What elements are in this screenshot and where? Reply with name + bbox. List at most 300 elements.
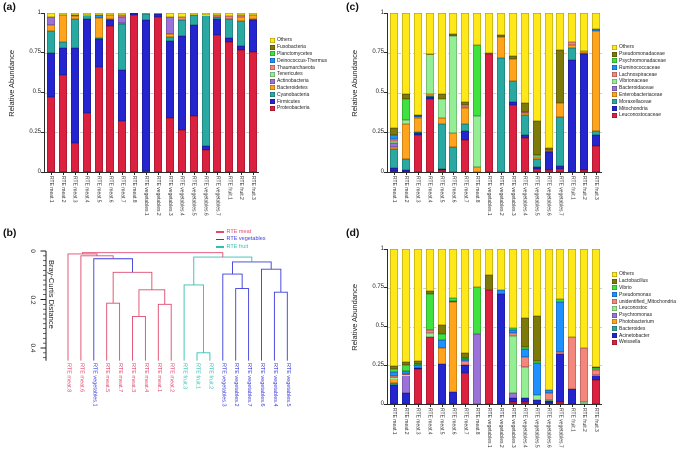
x-tick-mark bbox=[477, 172, 478, 175]
x-tick-label: RTE meat.1 bbox=[47, 176, 54, 203]
bar-segment bbox=[485, 54, 493, 172]
y-tick-mark bbox=[384, 52, 387, 53]
x-tick-mark bbox=[217, 172, 218, 175]
legend-label: Fusobacteria bbox=[277, 44, 306, 51]
bar-segment bbox=[225, 42, 233, 172]
legend-label: Proteobacteria bbox=[277, 105, 310, 112]
bar-segment bbox=[402, 365, 410, 370]
bar bbox=[592, 249, 600, 404]
legend-label: Pseudomonadaceae bbox=[619, 51, 665, 58]
legend-swatch bbox=[612, 319, 617, 324]
bar-segment bbox=[402, 94, 410, 99]
legend-item bbox=[612, 305, 676, 312]
legend-swatch bbox=[270, 65, 275, 70]
bar-segment bbox=[414, 249, 422, 361]
legend-item bbox=[270, 57, 327, 64]
y-tick-label: 1 bbox=[380, 9, 384, 16]
legend-item bbox=[612, 105, 666, 112]
bar-segment bbox=[509, 102, 517, 105]
x-tick-label: RTE vegetables.4 bbox=[521, 408, 528, 448]
legend-swatch bbox=[612, 113, 617, 118]
legend-swatch bbox=[270, 72, 275, 77]
x-tick-label: RTE vegetables.2 bbox=[154, 176, 161, 216]
bar-segment bbox=[592, 368, 600, 370]
bar-segment bbox=[545, 401, 553, 403]
bar-segment bbox=[580, 13, 588, 51]
bar-segment bbox=[533, 361, 541, 363]
x-tick-label: RTE vegetables.7 bbox=[214, 176, 221, 216]
x-tick-label: RTE meat.2 bbox=[402, 408, 409, 435]
x-tick-mark bbox=[465, 404, 466, 407]
bar-segment bbox=[497, 294, 505, 404]
legend-label: Bacteroidaceae bbox=[619, 85, 654, 92]
bar-segment bbox=[509, 56, 517, 59]
panel-d-plot bbox=[372, 245, 602, 448]
x-tick-mark bbox=[442, 172, 443, 175]
x-tick-label: RTE meat.3 bbox=[414, 408, 421, 435]
legend-item bbox=[270, 85, 327, 92]
bar bbox=[509, 249, 517, 404]
bar-segment bbox=[414, 365, 422, 367]
x-tick-mark bbox=[253, 172, 254, 175]
x-tick-label: RTE meat.1 bbox=[390, 176, 397, 203]
x-tick-label: RTE vegetables.5 bbox=[533, 176, 540, 216]
bar-segment bbox=[390, 385, 398, 404]
bar-segment bbox=[59, 42, 67, 48]
legend-label: Tenericutes bbox=[277, 71, 303, 78]
bar-segment bbox=[592, 29, 600, 31]
bar-segment bbox=[545, 148, 553, 150]
legend-item bbox=[612, 98, 666, 105]
bar-segment bbox=[390, 135, 398, 140]
bar-segment bbox=[202, 15, 210, 145]
bar-segment bbox=[545, 151, 553, 152]
y-tick-label: 0 bbox=[37, 168, 41, 175]
bar-segment bbox=[47, 25, 55, 31]
bar-segment bbox=[237, 46, 245, 49]
bar-segment bbox=[95, 18, 103, 38]
bar bbox=[461, 249, 469, 404]
legend-swatch bbox=[270, 51, 275, 56]
legend-swatch bbox=[270, 45, 275, 50]
bar-segment bbox=[545, 393, 553, 400]
bar bbox=[485, 13, 493, 172]
bar-segment bbox=[118, 17, 126, 23]
bar-segment bbox=[190, 25, 198, 116]
bar-segment bbox=[402, 374, 410, 375]
bar-segment bbox=[473, 334, 481, 404]
x-tick-label: RTE fruit.2 bbox=[581, 408, 588, 432]
bar-segment bbox=[438, 13, 446, 94]
bar bbox=[545, 249, 553, 404]
bar-segment bbox=[461, 108, 469, 123]
bar-segment bbox=[390, 376, 398, 378]
x-tick-mark bbox=[501, 404, 502, 407]
bar-segment bbox=[390, 143, 398, 146]
bar-segment bbox=[414, 364, 422, 366]
bar-segment bbox=[154, 13, 162, 14]
legend-item bbox=[612, 58, 666, 65]
legend-label: Lactobacillus bbox=[619, 278, 648, 285]
dendrogram-leaf-label: RTE meat.1 bbox=[155, 363, 162, 393]
x-tick-label: RTE meat.3 bbox=[71, 176, 78, 203]
x-tick-mark bbox=[229, 172, 230, 175]
bar-segment bbox=[473, 249, 481, 287]
x-tick-mark bbox=[134, 172, 135, 175]
legend-item bbox=[270, 105, 327, 112]
bar-segment bbox=[438, 325, 446, 334]
bar-segment bbox=[390, 128, 398, 134]
bar-segment bbox=[461, 373, 469, 404]
panel-d-legend bbox=[612, 271, 676, 346]
y-tick-mark bbox=[41, 92, 44, 93]
bar-segment bbox=[225, 16, 233, 18]
bar-segment bbox=[592, 375, 600, 380]
x-tick-mark bbox=[453, 172, 454, 175]
bar-segment bbox=[545, 152, 553, 169]
x-tick-label: RTE fruit.2 bbox=[581, 176, 588, 200]
x-tick-label: RTE meat.8 bbox=[474, 408, 481, 435]
bar bbox=[83, 13, 91, 172]
x-tick-label: RTE meat.2 bbox=[59, 176, 66, 203]
bar-segment bbox=[414, 13, 422, 115]
x-tick-mark bbox=[513, 404, 514, 407]
dendrogram-link bbox=[262, 269, 281, 360]
bar-segment bbox=[426, 291, 434, 294]
x-tick-mark bbox=[537, 172, 538, 175]
bar bbox=[118, 13, 126, 172]
bar-segment bbox=[426, 94, 434, 96]
dendrogram-link bbox=[232, 262, 271, 274]
bar bbox=[568, 13, 576, 172]
panel-a-y-axis-title: Relative Abundance bbox=[7, 50, 16, 117]
x-tick-label: RTE meat.1 bbox=[390, 408, 397, 435]
panel-c-legend bbox=[612, 44, 666, 119]
bar-segment bbox=[426, 337, 434, 404]
dendrogram-leaf-label: RTE meat.5 bbox=[104, 363, 111, 393]
y-tick-label: 0.75 bbox=[29, 49, 41, 56]
legend-label: Bacteroidetes bbox=[277, 84, 308, 91]
legend-label: Psychromonadaceae bbox=[619, 57, 666, 64]
dendrogram-link bbox=[158, 304, 171, 360]
x-tick-label: RTE vegetables.6 bbox=[545, 176, 552, 216]
dendrogram-link bbox=[107, 303, 120, 360]
legend-label: RTE vegetables bbox=[226, 236, 266, 243]
y-tick-label: 1 bbox=[37, 9, 41, 16]
bar-segment bbox=[485, 249, 493, 275]
bar-segment bbox=[178, 17, 186, 20]
x-tick-mark bbox=[560, 172, 561, 175]
bar-segment bbox=[461, 140, 469, 172]
bar-segment bbox=[402, 375, 410, 376]
legend-swatch bbox=[270, 38, 275, 43]
bar bbox=[426, 13, 434, 172]
bar-segment bbox=[449, 133, 457, 147]
bar-segment bbox=[426, 97, 434, 99]
legend-swatch bbox=[612, 313, 617, 318]
legend-swatch bbox=[612, 299, 617, 304]
legend-item bbox=[612, 298, 676, 305]
bar bbox=[568, 249, 576, 404]
y-tick-mark bbox=[384, 287, 387, 288]
x-tick-mark bbox=[596, 404, 597, 407]
legend-item bbox=[270, 91, 327, 98]
x-tick-label: RTE vegetables.4 bbox=[521, 176, 528, 216]
y-tick-label: 0.4 bbox=[29, 343, 36, 353]
legend-swatch bbox=[612, 72, 617, 77]
legend-label: Mitochondria bbox=[619, 105, 648, 112]
bar-segment bbox=[592, 13, 600, 29]
x-tick-label: RTE meat.4 bbox=[83, 176, 90, 203]
bar-segment bbox=[438, 364, 446, 404]
dendrogram-link bbox=[113, 272, 152, 303]
legend-item bbox=[612, 85, 666, 92]
bar-segment bbox=[556, 249, 564, 299]
bar-segment bbox=[118, 15, 126, 17]
bar-segment bbox=[426, 54, 434, 55]
legend-swatch bbox=[612, 86, 617, 91]
y-tick-mark bbox=[41, 172, 44, 173]
x-tick-mark bbox=[453, 404, 454, 407]
bar-segment bbox=[473, 45, 481, 117]
bar-segment bbox=[521, 135, 529, 137]
bar-segment bbox=[118, 13, 126, 15]
bar-segment bbox=[438, 249, 446, 325]
bar-segment bbox=[509, 59, 517, 80]
bar bbox=[449, 13, 457, 172]
x-tick-mark bbox=[194, 172, 195, 175]
bar-segment bbox=[533, 155, 541, 157]
bar bbox=[556, 249, 564, 404]
legend-item bbox=[612, 51, 666, 58]
bar-segment bbox=[449, 392, 457, 404]
bar-segment bbox=[592, 131, 600, 135]
bar-segment bbox=[521, 249, 529, 318]
y-tick-mark bbox=[384, 172, 387, 173]
bar-segment bbox=[568, 45, 576, 48]
dendrogram-link bbox=[133, 316, 146, 360]
legend-label: Actinobacteria bbox=[277, 78, 309, 85]
legend-label: Others bbox=[619, 44, 635, 51]
legend-item bbox=[216, 228, 266, 236]
x-tick-label: RTE meat.4 bbox=[426, 176, 433, 203]
x-tick-label: RTE vegetables.4 bbox=[178, 176, 185, 216]
legend-item bbox=[612, 319, 676, 326]
legend-item bbox=[270, 71, 327, 78]
bar-segment bbox=[106, 26, 114, 172]
bar-segment bbox=[71, 48, 79, 143]
bar-segment bbox=[497, 13, 505, 35]
bar-segment bbox=[71, 16, 79, 18]
x-tick-mark bbox=[525, 172, 526, 175]
bar-segment bbox=[95, 13, 103, 15]
bar-segment bbox=[592, 249, 600, 367]
bar-segment bbox=[142, 14, 150, 20]
bar-segment bbox=[438, 124, 446, 169]
bar-segment bbox=[426, 330, 434, 334]
bar-segment bbox=[485, 290, 493, 404]
bar-segment bbox=[59, 75, 67, 172]
x-tick-mark bbox=[406, 172, 407, 175]
bar-segment bbox=[521, 318, 529, 347]
bar-segment bbox=[509, 249, 517, 328]
bar bbox=[449, 249, 457, 404]
x-tick-label: RTE fruit.1 bbox=[569, 176, 576, 200]
bar bbox=[533, 13, 541, 172]
bar-segment bbox=[237, 13, 245, 15]
y-tick-label: 0 bbox=[380, 168, 384, 175]
bar-segment bbox=[568, 60, 576, 172]
x-tick-mark bbox=[122, 172, 123, 175]
dendrogram-leaf-label: RTE vegetables.6 bbox=[259, 363, 265, 407]
x-tick-label: RTE vegetables.1 bbox=[486, 408, 493, 448]
dendrogram-link bbox=[236, 289, 249, 361]
bar-segment bbox=[521, 103, 529, 112]
bar-segment bbox=[533, 316, 541, 361]
bar-segment bbox=[402, 99, 410, 120]
bar-segment bbox=[414, 361, 422, 363]
bar-segment bbox=[390, 141, 398, 143]
bar-segment bbox=[190, 13, 198, 15]
bar-segment bbox=[533, 121, 541, 154]
bar-segment bbox=[106, 19, 114, 20]
bar bbox=[402, 249, 410, 404]
bar-segment bbox=[83, 15, 91, 18]
bar-segment bbox=[59, 48, 67, 75]
bar-segment bbox=[414, 368, 422, 370]
bar bbox=[190, 13, 198, 172]
legend-swatch bbox=[270, 79, 275, 84]
legend-item bbox=[270, 37, 327, 44]
legend-swatch bbox=[270, 106, 275, 111]
bar-segment bbox=[166, 17, 174, 34]
legend-swatch bbox=[612, 333, 617, 338]
legend-label: Cyanobacteria bbox=[277, 91, 310, 98]
bar-segment bbox=[142, 20, 150, 171]
dendrogram-leaf-label: RTE fruit.1 bbox=[194, 363, 201, 390]
bar-segment bbox=[118, 24, 126, 70]
bar bbox=[521, 13, 529, 172]
bar-segment bbox=[521, 349, 529, 357]
x-tick-mark bbox=[394, 172, 395, 175]
x-tick-label: RTE vegetables.7 bbox=[557, 408, 564, 448]
legend-label: RTE meat bbox=[226, 228, 252, 235]
panel-c-y-axis-title: Relative Abundance bbox=[350, 50, 359, 117]
bar-segment bbox=[533, 249, 541, 316]
bar-segment bbox=[426, 99, 434, 172]
bar-segment bbox=[426, 249, 434, 291]
bar-segment bbox=[580, 249, 588, 348]
dendrogram-link bbox=[139, 290, 165, 317]
panel-c-plot bbox=[372, 9, 602, 216]
x-tick-mark bbox=[99, 172, 100, 175]
bar-segment bbox=[390, 383, 398, 385]
bar-segment bbox=[568, 42, 576, 44]
legend-label: Leuconostoc bbox=[619, 305, 648, 312]
bar-segment bbox=[461, 358, 469, 359]
x-tick-mark bbox=[513, 172, 514, 175]
bar-segment bbox=[509, 398, 517, 403]
x-tick-label: RTE meat.8 bbox=[131, 176, 138, 203]
x-tick-mark bbox=[241, 172, 242, 175]
bar-segment bbox=[213, 15, 221, 17]
y-tick-label: 0.75 bbox=[372, 284, 384, 291]
x-tick-label: RTE meat.8 bbox=[474, 176, 481, 203]
bar-segment bbox=[461, 131, 469, 140]
bar bbox=[545, 13, 553, 172]
bar-segment bbox=[509, 336, 517, 393]
bar-segment bbox=[509, 105, 517, 172]
x-tick-mark bbox=[525, 404, 526, 407]
bar-segment bbox=[438, 334, 446, 340]
bar-segment bbox=[556, 103, 564, 117]
bar bbox=[580, 13, 588, 172]
x-tick-label: RTE meat.6 bbox=[450, 176, 457, 203]
x-tick-mark bbox=[537, 404, 538, 407]
bar-segment bbox=[509, 393, 517, 398]
bar-segment bbox=[166, 13, 174, 17]
x-tick-label: RTE meat.6 bbox=[107, 176, 114, 203]
bar-segment bbox=[390, 249, 398, 366]
bar-segment bbox=[154, 17, 162, 172]
legend-label: Vibrionaceae bbox=[619, 78, 649, 85]
x-tick-label: RTE vegetables.7 bbox=[557, 176, 564, 216]
panel-c-label: (c) bbox=[346, 1, 359, 13]
x-tick-label: RTE vegetables.1 bbox=[143, 176, 150, 216]
bar bbox=[166, 13, 174, 172]
bar-segment bbox=[545, 400, 553, 401]
bar-segment bbox=[202, 15, 210, 16]
bar bbox=[213, 13, 221, 172]
x-tick-label: RTE fruit.1 bbox=[226, 176, 233, 200]
dendrogram-leaf-label: RTE vegetables.7 bbox=[246, 363, 253, 407]
legend-label: Others bbox=[619, 271, 635, 278]
bar-segment bbox=[414, 369, 422, 404]
dendrogram-link bbox=[197, 353, 210, 361]
legend-item bbox=[612, 44, 666, 51]
bar-segment bbox=[509, 81, 517, 102]
legend-label: Others bbox=[277, 37, 293, 44]
bar-segment bbox=[556, 354, 564, 402]
bar-segment bbox=[59, 15, 67, 42]
bar-segment bbox=[438, 94, 446, 99]
legend-swatch bbox=[612, 326, 617, 331]
bar-segment bbox=[237, 17, 245, 21]
legend-label: Bacteroides bbox=[619, 325, 646, 332]
bar-segment bbox=[580, 53, 588, 55]
y-tick-label: 0.5 bbox=[375, 89, 384, 95]
bar-segment bbox=[556, 50, 564, 103]
x-tick-mark bbox=[596, 172, 597, 175]
bar-segment bbox=[509, 328, 517, 330]
bar-segment bbox=[390, 149, 398, 168]
legend-swatch bbox=[612, 65, 617, 70]
legend-swatch bbox=[612, 279, 617, 284]
bar bbox=[473, 13, 481, 172]
bar-segment bbox=[190, 116, 198, 172]
x-tick-label: RTE fruit.3 bbox=[593, 176, 600, 200]
x-tick-mark bbox=[75, 172, 76, 175]
bar-segment bbox=[237, 50, 245, 172]
bar-segment bbox=[497, 290, 505, 294]
legend-label: Planctomycetes bbox=[277, 50, 313, 57]
bar-segment bbox=[414, 116, 422, 117]
bar bbox=[438, 249, 446, 404]
bar-segment bbox=[497, 58, 505, 172]
bar-segment bbox=[154, 14, 162, 17]
bar-segment bbox=[533, 155, 541, 156]
dendrogram-leaf-label: RTE meat.6 bbox=[78, 363, 85, 393]
